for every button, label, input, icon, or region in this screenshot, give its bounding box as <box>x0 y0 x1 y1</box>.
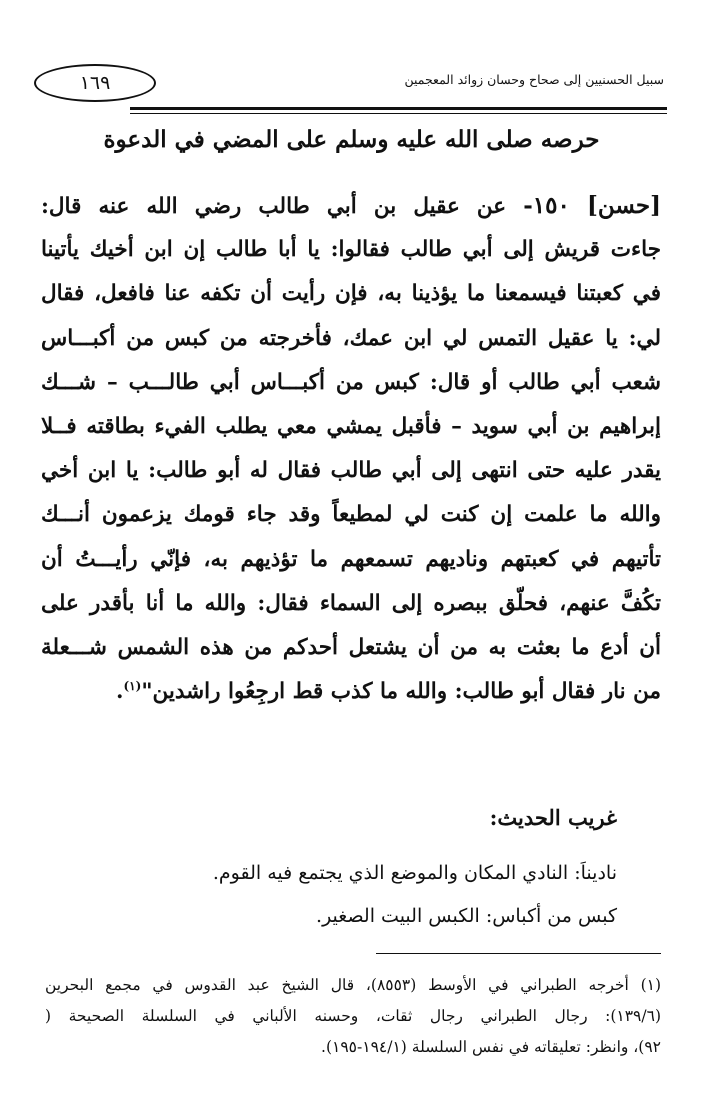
hadith-line: إبراهيم بن أبي سويد – فأقبل يمشي معي يطلب الفيء بطاقته فــلا <box>41 413 661 439</box>
footnote-line: (١٣٩/٦): رجال الطبراني رجال ثقات، وحسنه الألباني في السلسلة الصحيحة ( <box>45 1007 661 1025</box>
hadith-line: تأتيهم في كعبتهم وناديهم تسمعهم ما تؤذيهم به، فإنّي رأيـــتُ أن <box>41 546 661 572</box>
gharib-heading: غريب الحديث: <box>489 805 617 830</box>
page-number: ١٦٩ <box>79 72 111 94</box>
gloss-item: ناديناَ: النادي المكان والموضع الذي يجتمع فيه القوم. <box>212 862 617 884</box>
footnote-marker: (١) <box>123 678 142 693</box>
page-number-badge <box>34 64 156 102</box>
footnote-line: (١) أخرجه الطبراني في الأوسط (٨٥٥٣)، قال الشيخ عبد القدوس في مجمع البحرين <box>45 976 661 994</box>
hadith-line: شعب أبي طالب أو قال: كبس من أكبـــاس أبي طالـــب – شـــك <box>41 369 661 395</box>
gloss-item: كبس من أكباس: الكبس البيت الصغير. <box>316 905 617 927</box>
running-title: سبيل الحسنيين إلى صحاح وحسان زوائد المعجمين <box>404 72 664 87</box>
page-header <box>28 62 664 102</box>
header-rule-thin <box>130 113 667 114</box>
hadith-number: ١٥٠- <box>523 192 570 219</box>
hadith-line: تكُفَّ عنهم، فحلّق ببصره إلى السماء فقال: والله ما أنا بأقدر على <box>41 590 661 616</box>
hadith-line: يقدر عليه حتى انتهى إلى أبي طالب فقال له أبو طالب: يا ابن أخي <box>41 458 661 484</box>
footnote-separator <box>376 953 661 954</box>
footnote-line: ٩٢)، وانظر: تعليقاته في نفس السلسلة (١٩٤/١-١٩٥). <box>321 1038 661 1056</box>
hadith-line: في كعبتنا فيسمعنا ما يؤذينا به، فإن رأيت أن تكفه عنا فافعل، فقال <box>41 281 661 307</box>
hadith-line: أن أدع ما بعثت به من أن يشتعل أحدكم من هذه الشمس شـــعلة <box>41 634 661 660</box>
hadith-line: [حسن] ١٥٠- عن عقيل بن أبي طالب رضي الله عنه قال: <box>41 192 661 219</box>
hadith-line: من نار فقال أبو طالب: والله ما كذب قط ارجِعُوا راشدين"$^{(١)}$. <box>115 678 661 705</box>
hadith-line: جاءت قريش إلى أبي طالب فقالوا: يا أبا طالب إن ابن أخيك يأتينا <box>41 237 661 263</box>
hadith-line: لي: يا عقيل التمس لي ابن عمك، فأخرجته من كبس من أكبـــاس <box>41 325 661 351</box>
footnotes <box>45 970 661 1063</box>
header-rule-thick <box>130 107 667 110</box>
hadith-grade: [حسن] <box>586 192 661 219</box>
hadith-text <box>41 184 661 714</box>
chapter-title: حرصه صلى الله عليه وسلم على المضي في الدعوة <box>103 126 600 153</box>
hadith-line: والله ما علمت إن كنت لي لمطيعاً وقد جاء قومك يزعمون أنـــك <box>41 502 661 528</box>
